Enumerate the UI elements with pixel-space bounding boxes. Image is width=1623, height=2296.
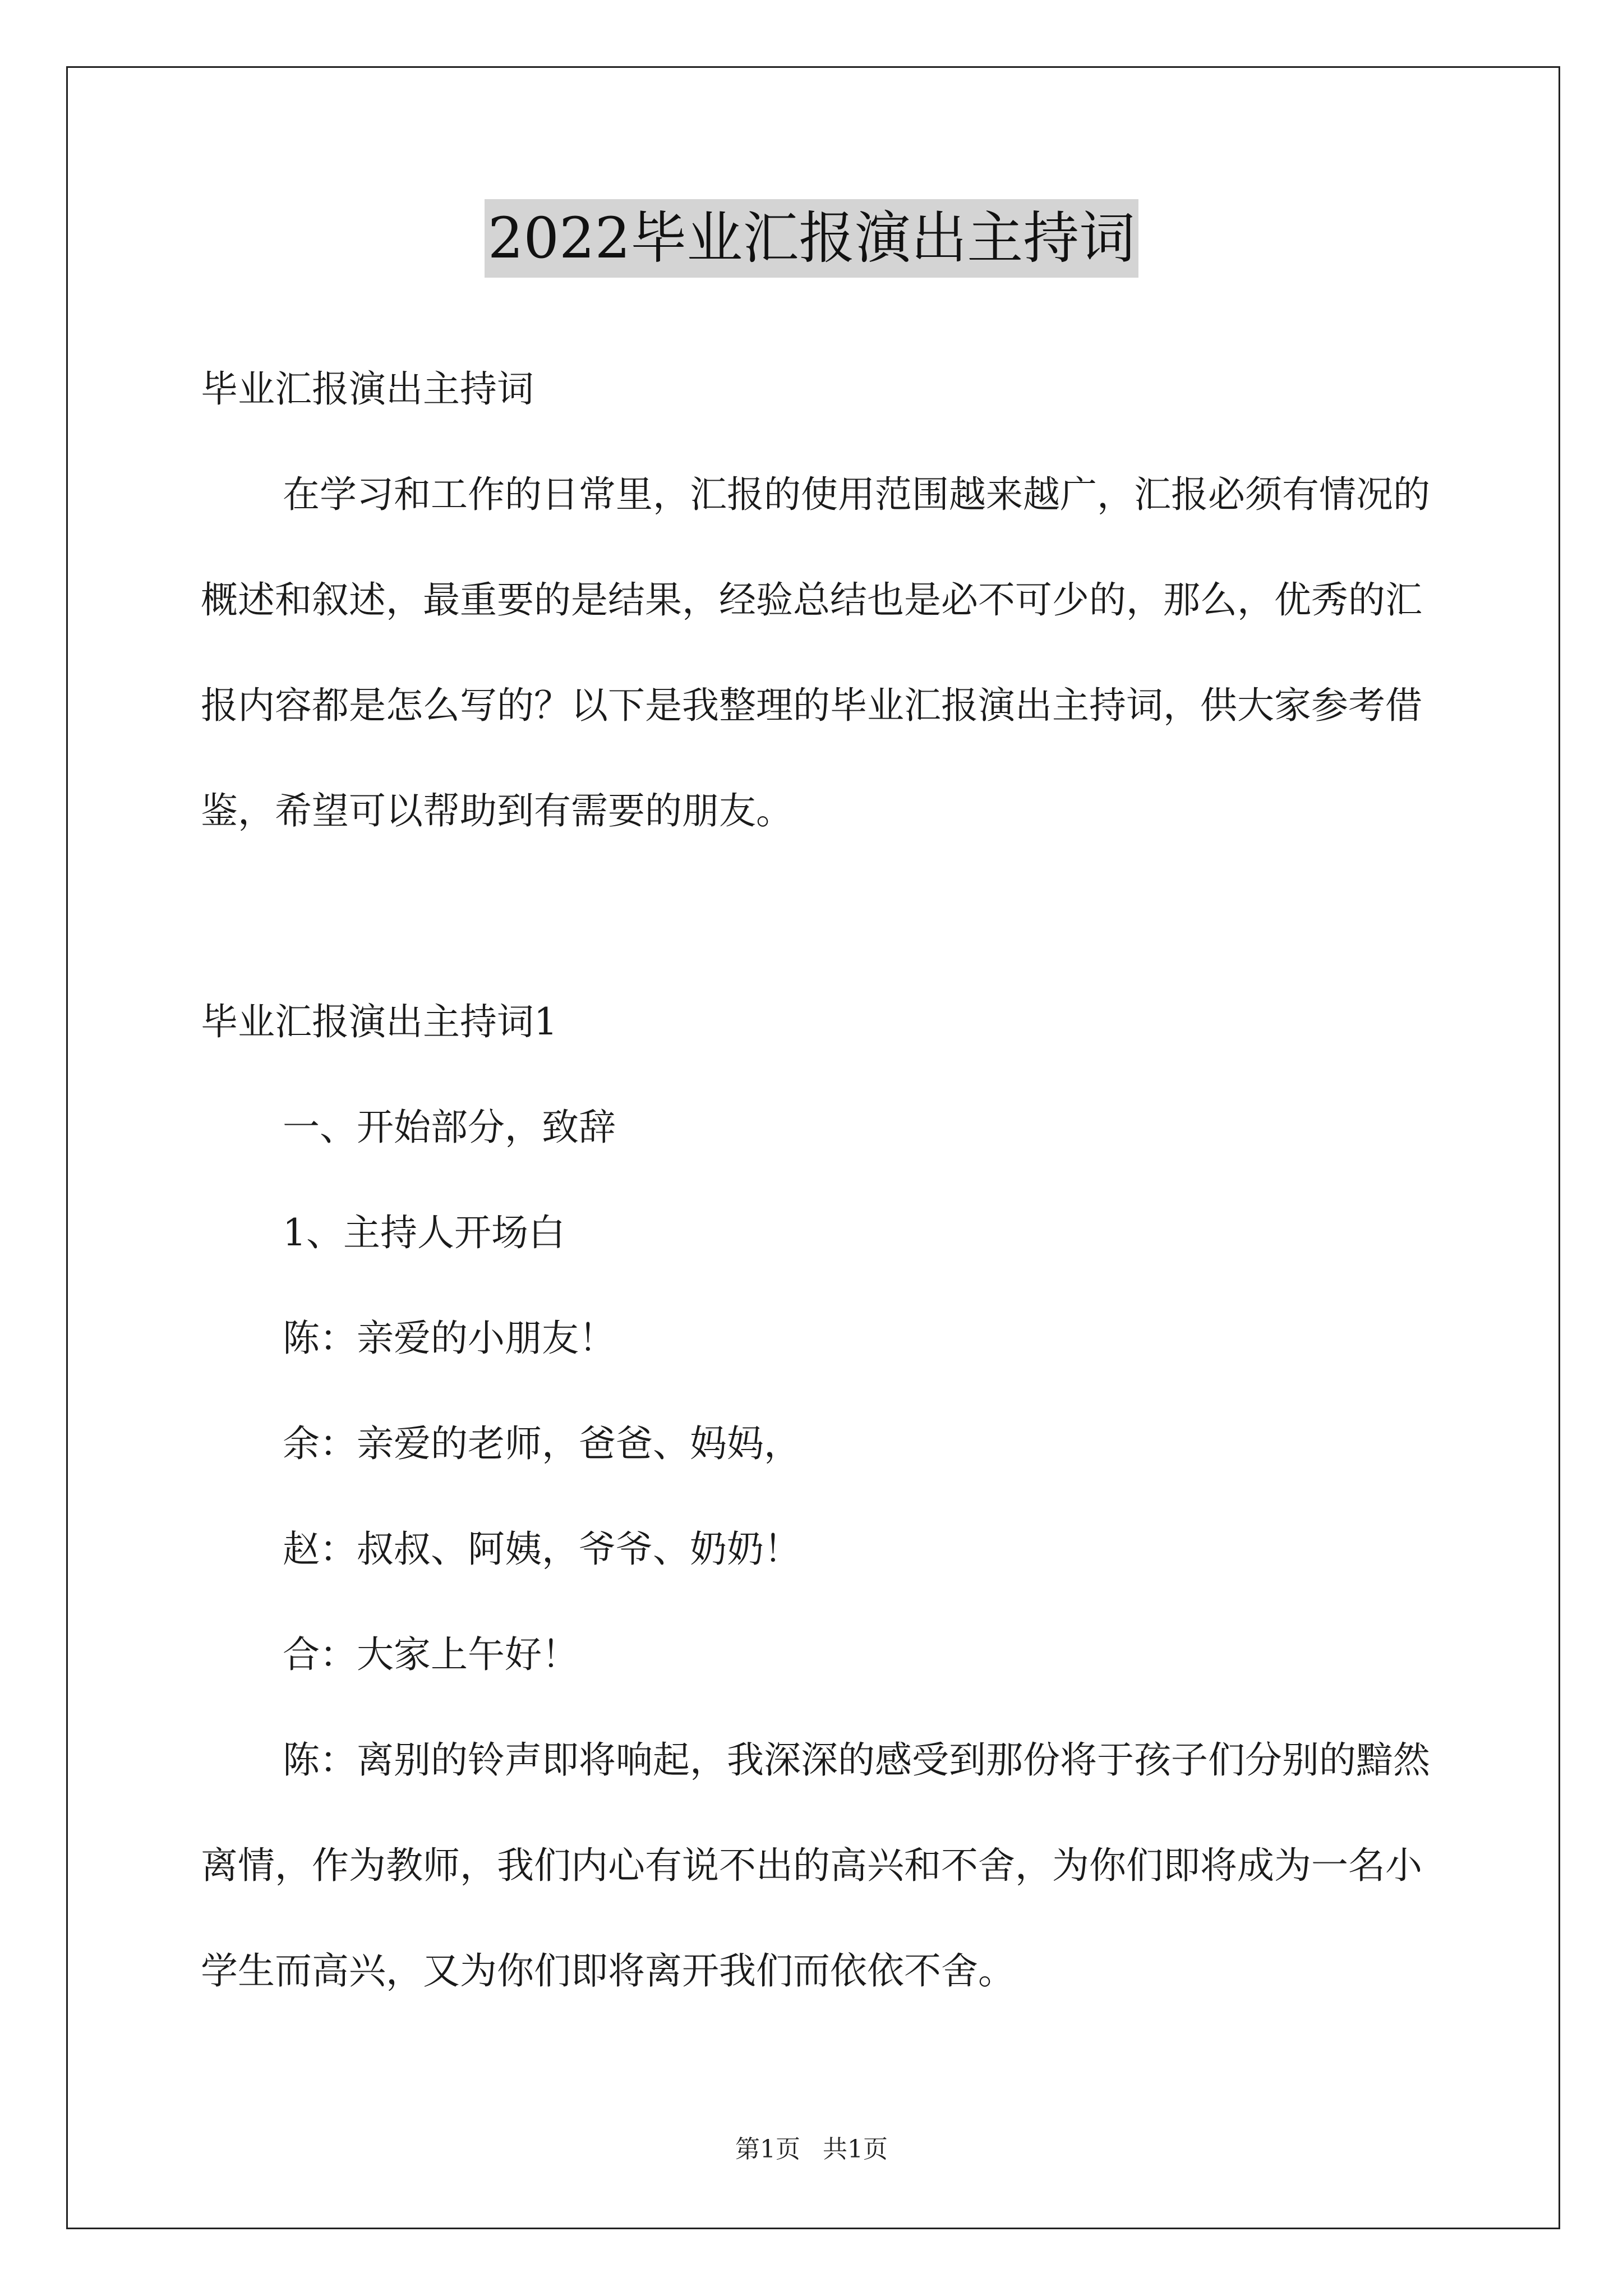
document-title: 2022毕业汇报演出主持词 xyxy=(485,199,1139,278)
paragraph: 合：大家上午好！ xyxy=(283,1633,579,1676)
document-body xyxy=(201,337,1431,2024)
title-container xyxy=(0,199,1623,278)
section-heading: 毕业汇报演出主持词1 xyxy=(201,1000,557,1043)
paragraph: 1、主持人开场白 xyxy=(283,1211,565,1254)
section-spacer xyxy=(201,864,1431,969)
paragraph: 陈：离别的铃声即将响起，我深深的感受到那份将于孩子们分别的黯然离情，作为教师，我们内心有说不出的高兴和不舍，为你们即将成为一名小学生而高兴，又为你们即将离开我们而依依不舍。 xyxy=(201,1738,1430,1993)
intro-paragraph: 在学习和工作的日常里，汇报的使用范围越来越广，汇报必须有情况的概述和叙述，最重要的是结果，经验总结也是必不可少的，那么，优秀的汇报内容都是怎么写的？以下是我整理的毕业汇报演出主持词，供大家参考借鉴，希望可以帮助到有需要的朋友。 xyxy=(201,473,1430,832)
paragraph: 赵：叔叔、阿姨，爷爷、奶奶！ xyxy=(283,1527,801,1571)
page-footer xyxy=(0,2129,1623,2165)
paragraph: 余：亲爱的老师，爸爸、妈妈， xyxy=(283,1422,801,1465)
paragraph: 陈：亲爱的小朋友！ xyxy=(283,1317,616,1360)
page-number-total: 共1页 xyxy=(823,2135,888,2164)
paragraph: 一、开始部分，致辞 xyxy=(283,1106,616,1149)
document-subtitle: 毕业汇报演出主持词 xyxy=(201,367,534,411)
page-number-current: 第1页 xyxy=(735,2135,800,2164)
